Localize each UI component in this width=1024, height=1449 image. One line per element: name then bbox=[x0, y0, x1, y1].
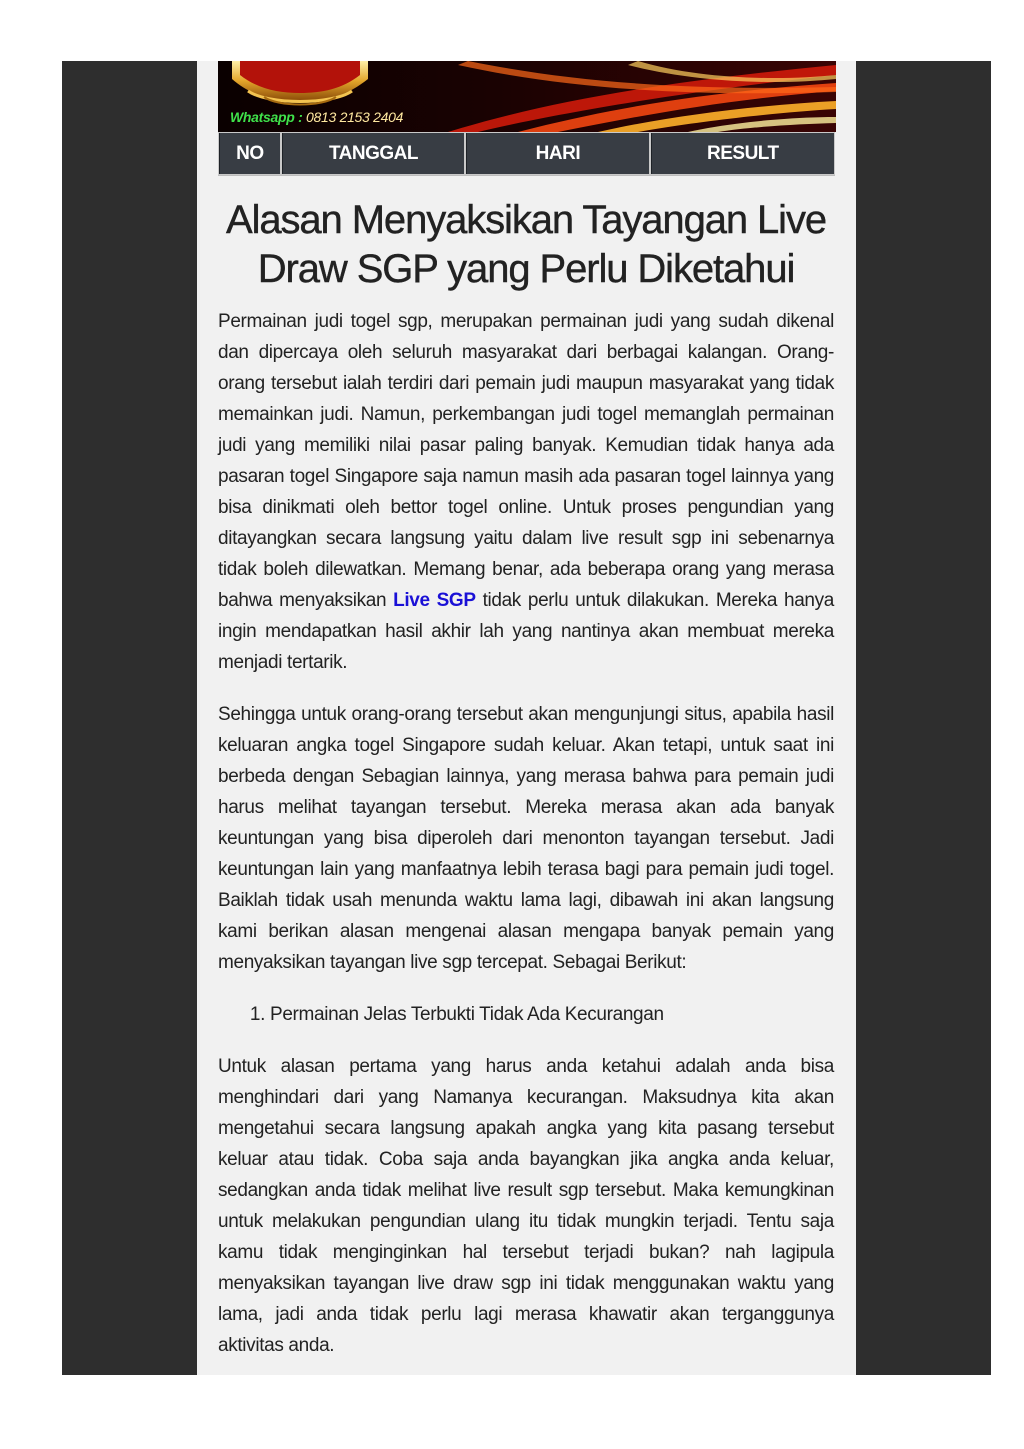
list-item: 1. Permainan Jelas Terbukti Tidak Ada Kecurangan bbox=[270, 999, 834, 1030]
whatsapp-label: Whatsapp : bbox=[230, 109, 303, 125]
whatsapp-contact[interactable] bbox=[230, 109, 403, 125]
paragraph-1-text-a: Permainan judi togel sgp, merupakan permainan judi yang sudah dikenal dan dipercaya oleh seluruh masyarakat dari berbagai kalangan. Orang-orang tersebut ialah terdiri dari pemain judi maupun masyarakat yang tidak memainkan judi. Namun, perkembangan judi togel memanglah permainan judi yang memiliki nilai pasar paling banyak. Kemudian tidak hanya ada pasaran togel Singapore saja namun masih ada pasaran togel lainnya yang bisa dinikmati oleh bettor togel online. Untuk proses pengundian yang ditayangkan secara langsung yaitu dalam live result sgp ini sebenarnya tidak boleh dilewatkan. Memang benar, ada beberapa orang yang merasa bahwa menyaksikan bbox=[218, 311, 834, 611]
paragraph-1-text-b: tidak perlu untuk dilakukan. Mereka hanya ingin mendapatkan hasil akhir lah yang nantinya akan membuat mereka menjadi tertarik. bbox=[218, 590, 834, 673]
header-tanggal: TANGGAL bbox=[282, 133, 464, 174]
header-result: RESULT bbox=[651, 133, 834, 174]
article-paragraph-1 bbox=[218, 306, 834, 678]
article-paragraph-3: Untuk alasan pertama yang harus anda ketahui adalah anda bisa menghindari dari yang Namanya kecurangan. Maksudnya kita akan mengetahui secara langsung apakah angka yang kita pasang tersebut keluar atau tidak. Coba saja anda bayangkan jika angka anda keluar, sedangkan anda tidak melihat live result sgp tersebut. Maka kemungkinan untuk melakukan pengundian ulang itu tidak mungkin terjadi. Tentu saja kamu tidak menginginkan hal tersebut terjadi bukan? nah lagipula menyaksikan tayangan live draw sgp ini tidak menggunakan waktu yang lama, jadi anda tidak perlu lagi merasa khawatir akan terganggunya aktivitas anda. bbox=[218, 1056, 834, 1356]
reasons-list bbox=[218, 999, 834, 1030]
header-no: NO bbox=[219, 133, 280, 174]
live-sgp-link[interactable]: Live SGP bbox=[393, 590, 476, 611]
whatsapp-number: 0813 2153 2404 bbox=[306, 109, 404, 125]
site-banner[interactable] bbox=[218, 61, 836, 132]
header-hari: HARI bbox=[466, 133, 648, 174]
result-table-header bbox=[218, 132, 835, 176]
article-paragraph-2: Sehingga untuk orang-orang tersebut akan mengunjungi situs, apabila hasil keluaran angka togel Singapore sudah keluar. Akan tetapi, untuk saat ini berbeda dengan Sebagian lainnya, yang merasa bahwa para pemain judi harus melihat tayangan tersebut. Mereka merasa akan ada banyak keuntungan yang bisa diperoleh dari menonton tayangan tersebut. Jadi keuntungan lain yang manfaatnya lebih terasa bagi para pemain judi togel. Baiklah tidak usah menunda waktu lama lagi, dibawah ini akan langsung kami berikan alasan mengenai alasan mengapa banyak pemain yang menyaksikan tayangan live sgp tercepat. Sebagai Berikut: bbox=[218, 704, 834, 973]
article bbox=[218, 196, 834, 1382]
article-title: Alasan Menyaksikan Tayangan Live Draw SGP yang Perlu Diketahui bbox=[225, 198, 826, 291]
